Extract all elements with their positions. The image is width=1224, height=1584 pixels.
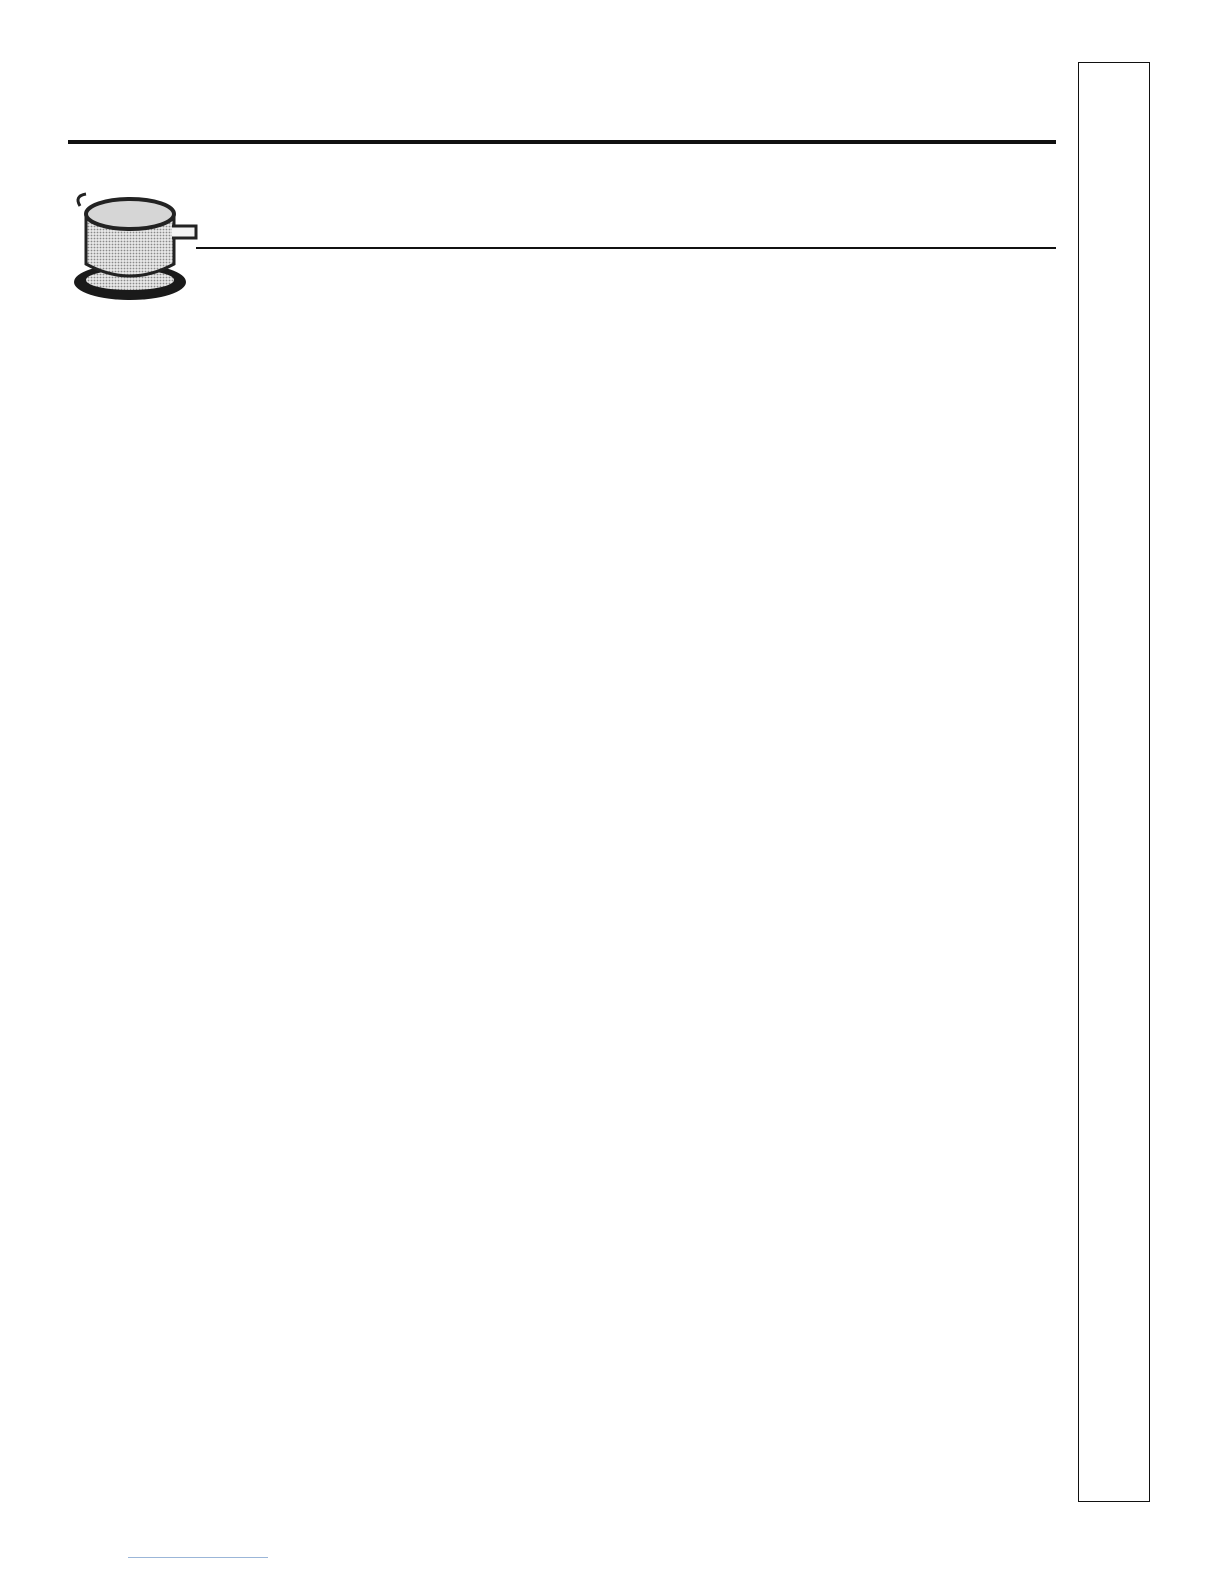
cooking-pot-icon: [72, 186, 200, 304]
title-rule: [196, 247, 1056, 249]
section-tabs-sidebar: [1078, 62, 1150, 1502]
right-column: [638, 368, 1056, 401]
top-rule: [68, 140, 1056, 144]
note-paragraph: [662, 368, 1056, 393]
bottom-mark: [128, 1557, 268, 1558]
